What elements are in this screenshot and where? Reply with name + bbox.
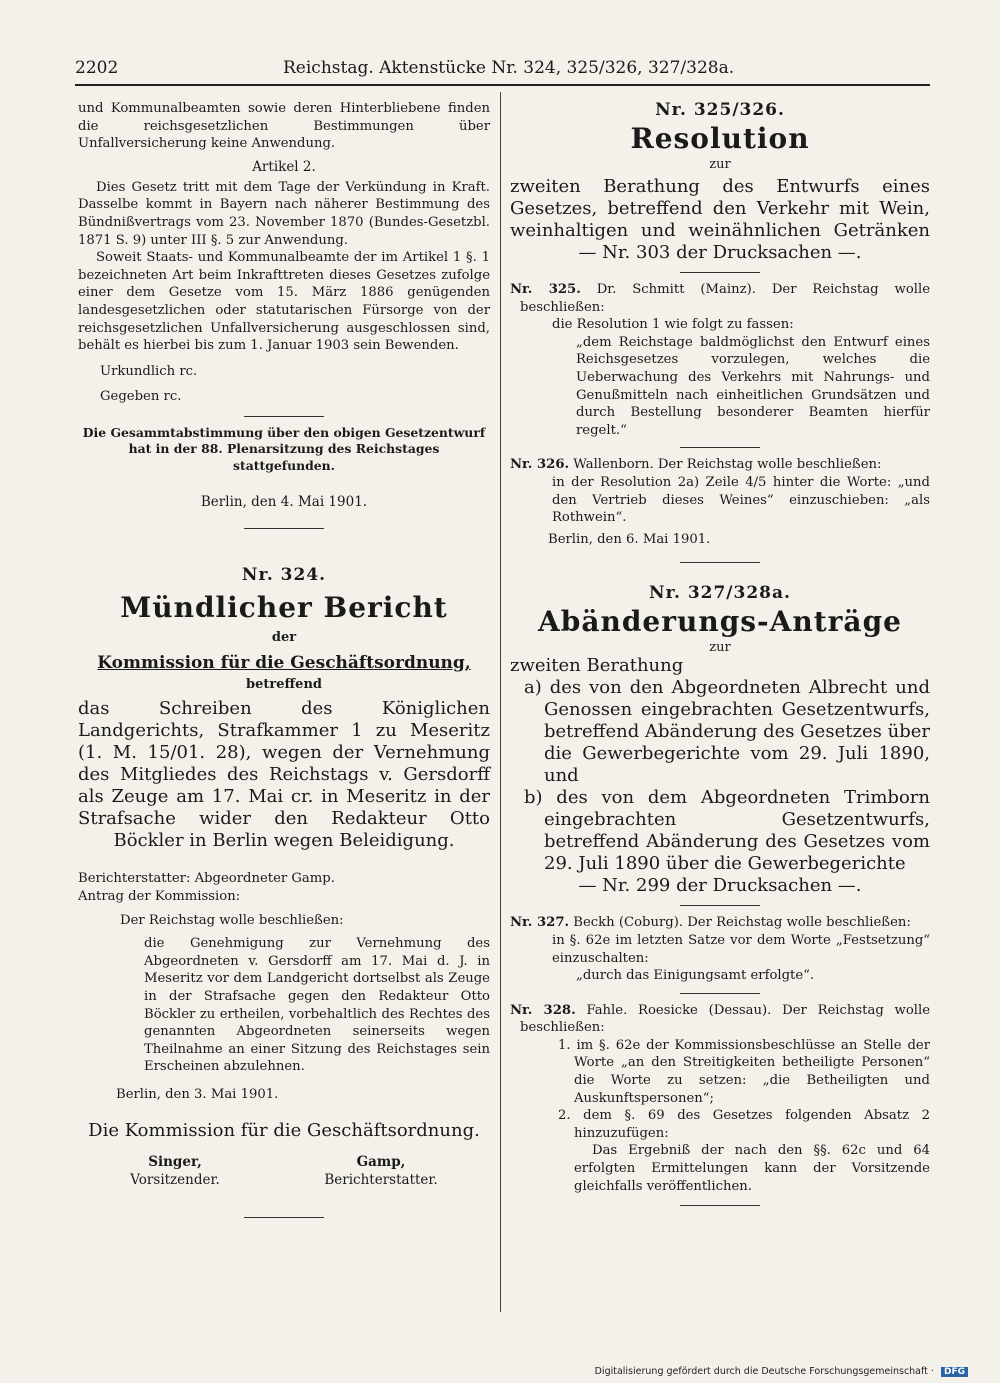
signature-role: Berichterstatter. — [324, 1171, 438, 1188]
left-column — [78, 100, 490, 1226]
separator — [680, 905, 760, 906]
nr-325-entry — [510, 281, 930, 316]
nr-325-quote: „dem Reichstage baldmöglichst den Entwurf eines Reichsgesetzes vorzulegen, welches die Ueberwachung des Verkehrs mit Nahrungs- und Genußmitteln nach einheitlichen Grundsätzen und durch Bestellung besonderer Beamten hierfür regelt.“ — [576, 334, 930, 438]
zur-label-2: zur — [709, 640, 731, 656]
digitization-footer — [595, 1366, 968, 1377]
footer-text: Digitalisierung gefördert durch die Deutsche Forschungsgemeinschaft · — [594, 1366, 934, 1377]
nr-324-heading: Nr. 324. — [241, 565, 327, 586]
dfg-logo: DFG — [941, 1367, 968, 1377]
drucksachen-note: — Nr. 299 der Drucksachen —. — [578, 875, 862, 897]
nr-327-quote: „durch das Einigungsamt erfolgte“. — [576, 968, 815, 984]
nr-327-328a-heading: Nr. 327/328a. — [649, 583, 791, 604]
subject-text: das Schreiben des Königlichen Landgerichts, Strafkammer 1 zu Meseritz (1. M. 15/01. 28), wegen der Vernehmung des Mitgliedes des Reichstags v. Gersdorff als Zeuge am 17. Mai cr. in Meseritz in der Strafsache wider den Redakteur Otto Böckler in Berlin wegen Beleidigung. — [78, 698, 490, 852]
header-title: Reichstag. Aktenstücke Nr. 324, 325/326, 327/328a. — [283, 58, 735, 78]
nr-327-entry — [510, 914, 930, 932]
nr-328-text: Fahle. Roesicke (Dessau). Der Reichstag wolle beschließen: — [520, 1002, 930, 1036]
antrag-label: Antrag der Kommission: — [78, 889, 241, 904]
signature-name: Gamp, — [356, 1153, 406, 1170]
item-a: a) des von den Abgeordneten Albrecht und Genossen eingebrachten Gesetzentwurfs, betreffend Abänderung des Gesetzes über die Gewerbegerichte vom 29. Juli 1890, und — [524, 677, 930, 787]
nr-326-text: Wallenborn. Der Reichstag wolle beschließen: — [573, 457, 882, 473]
date-2: Berlin, den 3. Mai 1901. — [116, 1086, 279, 1102]
separator — [680, 562, 760, 563]
right-column — [510, 100, 930, 1216]
separator — [680, 447, 760, 448]
nr-328-label: Nr. 328. — [510, 1002, 576, 1018]
page-header — [75, 58, 930, 84]
gegeben: Gegeben rc. — [100, 389, 182, 405]
zur-label: zur — [709, 157, 731, 172]
separator — [244, 1217, 324, 1218]
vote-note: Die Gesammtabstimmung über den obigen Gesetzentwurf hat in der 88. Plenarsitzung des Reichstages stattgefunden. — [82, 424, 486, 473]
nr-326-label: Nr. 326. — [510, 457, 570, 473]
column-divider — [500, 92, 501, 1312]
signature-name: Singer, — [148, 1153, 202, 1170]
separator — [680, 993, 760, 994]
signature-singer — [130, 1153, 219, 1189]
title-abaenderungs-antraege: Abänderungs-Anträge — [538, 605, 902, 639]
nr-328-item-2: 2. dem §. 69 des Gesetzes folgenden Absatz 2 hinzuzufügen: — [558, 1108, 930, 1141]
separator — [244, 528, 324, 529]
nr-327-text: Beckh (Coburg). Der Reichstag wolle beschließen: — [573, 915, 911, 931]
nr-328-item-2-quote: Das Ergebniß der nach den §§. 62c und 64 erfolgten Ermittelungen kann der Vorsitzende gleichfalls veröffentlichen. — [574, 1143, 930, 1194]
urkundlich: Urkundlich rc. — [100, 363, 198, 379]
genehmigung-text: die Genehmigung zur Vernehmung des Abgeordneten v. Gersdorff am 17. Mai d. J. in Meseritz vor dem Landgericht dortselbst als Zeuge in der Strafsache gegen den Redakteur Otto Böckler zu ertheilen, vorbehaltlich des Rechtes des genannten Abgeordneten seinerseits wegen Theilnahme an einer Sitzung des Reichstages sein Erscheinen abzulehnen. — [144, 936, 490, 1075]
nr-325-text: Dr. Schmitt (Mainz). Der Reichstag wolle beschließen: — [520, 282, 930, 315]
page-number: 2202 — [75, 58, 119, 78]
nr-326-entry — [510, 456, 930, 474]
article-2-paragraph-2: Soweit Staats- und Kommunalbeamte der im Artikel 1 §. 1 bezeichneten Art beim Inkrafttreten dieses Gesetzes zufolge einer dem Gesetze vom 15. März 1886 genügenden landesgesetzlichen oder statutarischen Fürsorge von der reichsgesetzlichen Unfallversicherung ausgeschlossen sind, behält es hierbei bis zum 1. Januar 1903 sein Bewenden. — [78, 250, 490, 354]
date-1: Berlin, den 4. Mai 1901. — [200, 494, 368, 511]
beschliessen-label: Der Reichstag wolle beschließen: — [120, 912, 344, 928]
separator — [680, 272, 760, 273]
date-3: Berlin, den 6. Mai 1901. — [548, 531, 711, 547]
title-muendlicher-bericht: Mündlicher Bericht — [120, 591, 448, 625]
signatures — [78, 1153, 490, 1189]
intro-paragraph: und Kommunalbeamten sowie deren Hinterbliebene finden die reichsgesetzlichen Bestimmungen über Unfallversicherung keine Anwendung. — [78, 101, 490, 152]
kommission-signature: Die Kommission für die Geschäftsordnung. — [88, 1119, 480, 1141]
nr-325-326-heading: Nr. 325/326. — [655, 100, 785, 120]
berichterstatter: Berichterstatter: Abgeordneter Gamp. — [78, 871, 335, 887]
title-resolution: Resolution — [630, 122, 810, 155]
header-rule — [75, 84, 930, 86]
article-2-heading: Artikel 2. — [252, 158, 316, 175]
nr-328-item-1: 1. im §. 62e der Kommissionsbeschlüsse an Stelle der Worte „an den Streitigkeiten betheiligte Personen“ die Worte zu setzen: „die Betheiligten und Auskunftspersonen“; — [558, 1037, 930, 1106]
nr-325-label: Nr. 325. — [510, 282, 581, 297]
resolution-subject: zweiten Berathung des Entwurfs eines Gesetzes, betreffend den Verkehr mit Wein, weinhaltigen und weinähnlichen Getränken — Nr. 303 der Drucksachen —. — [510, 176, 930, 263]
nr-328-entry — [510, 1002, 930, 1037]
item-b: b) des von dem Abgeordneten Trimborn eingebrachten Gesetzentwurfs, betreffend Abänderung des Gesetzes vom 29. Juli 1890 über die Gewerbegerichte — [524, 787, 930, 875]
nr-326-instruction: in der Resolution 2a) Zeile 4/5 hinter die Worte: „und den Vertrieb dieses Weines“ einzuschieben: „als Rothwein“. — [552, 474, 930, 526]
signature-role: Vorsitzender. — [130, 1171, 220, 1188]
betreffend-label: betreffend — [246, 677, 322, 693]
kommission-heading: Kommission für die Geschäftsordnung, — [97, 653, 471, 674]
separator — [244, 416, 324, 417]
signature-gamp — [324, 1153, 437, 1189]
der-label: der — [271, 630, 297, 646]
zweiten-berathung: zweiten Berathung — [510, 655, 684, 677]
separator — [680, 1205, 760, 1206]
nr-327-label: Nr. 327. — [510, 915, 570, 931]
nr-325-resolution: die Resolution 1 wie folgt zu fassen: — [552, 317, 794, 333]
article-2-paragraph-1: Dies Gesetz tritt mit dem Tage der Verkündung in Kraft. Dasselbe kommt in Bayern nach näherer Bestimmung des Bündnißvertrags vom 23. November 1870 (Bundes-Gesetzbl. 1871 S. 9) unter III §. 5 zur Anwendung. — [78, 179, 490, 248]
nr-327-instruction: in §. 62e im letzten Satze vor dem Worte „Festsetzung“ einzuschalten: — [552, 932, 930, 966]
